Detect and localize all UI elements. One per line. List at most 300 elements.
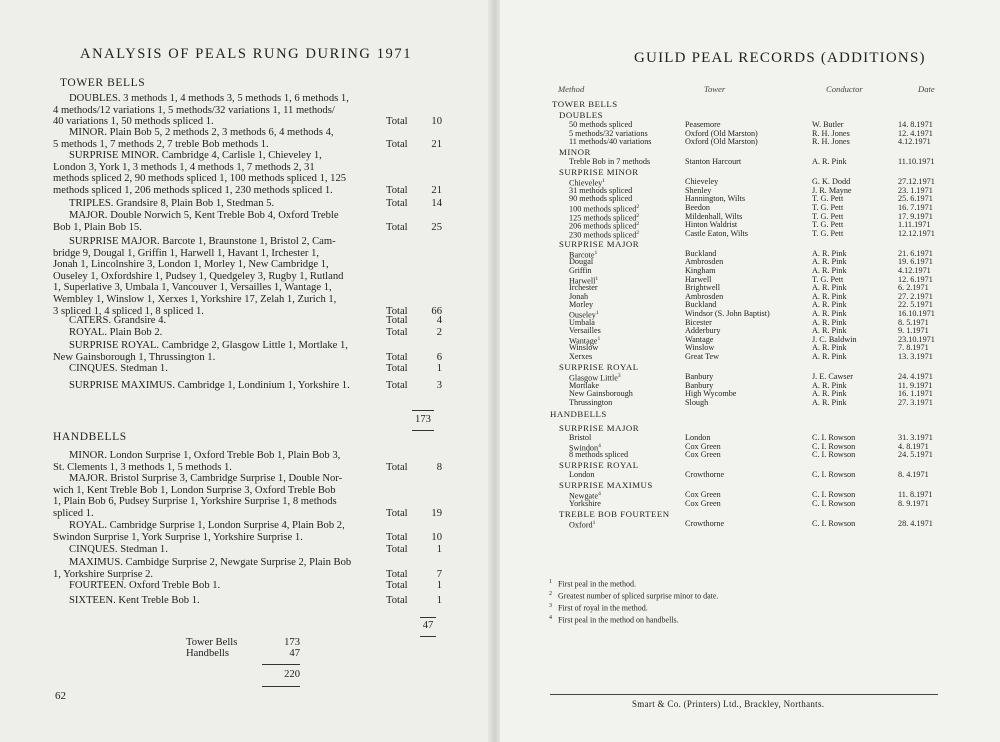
record-row <box>500 352 1000 361</box>
record-tower: Stanton Harcourt <box>685 157 742 167</box>
record-date: 11.10.1971 <box>898 157 935 167</box>
record-tower: Peasemore <box>685 120 721 129</box>
record-tower: Banbury <box>685 372 714 381</box>
analysis-line: SURPRISE ROYAL. Cambridge 2, Glasgow Little 1, Mortlake 1, <box>69 340 348 351</box>
handbells-heading: HANDBELLS <box>53 431 127 443</box>
record-tower: Harwell <box>685 274 712 284</box>
record-date: 25. 6.1971 <box>898 194 933 204</box>
analysis-line: CINQUES. Stedman 1. <box>69 544 168 555</box>
record-method <box>569 519 595 530</box>
record-tower: High Wycombe <box>685 389 737 399</box>
record-tower: Ambrosden <box>685 291 724 301</box>
record-method <box>569 157 650 166</box>
footnote-mark: 2 <box>549 591 552 597</box>
record-conductor: A. R. Pink <box>812 326 847 336</box>
footnote-mark: 2 <box>636 204 640 210</box>
record-conductor: W. Butler <box>812 120 844 129</box>
record-conductor: A. R. Pink <box>812 389 847 399</box>
total-label: Total <box>386 507 408 519</box>
record-tower: Oxford (Old Marston) <box>685 128 758 138</box>
analysis-line: wich 1, Kent Treble Bob 1, London Surprise 3, Oxford Treble Bob <box>53 484 336 496</box>
record-group-heading: DOUBLES <box>559 110 604 120</box>
record-date: 12.12.1971 <box>898 228 935 238</box>
analysis-line: Jonah 1, Lincolnshire 3, London 1, Morley 1, New Cambridge 1, <box>53 259 329 271</box>
total-label: Total <box>386 380 408 391</box>
method-name: Harwell <box>569 276 596 286</box>
analysis-line: MAXIMUS. Cambidge Surprise 2, Newgate Surprise 2, Plain Bob <box>69 557 352 568</box>
record-row <box>500 470 1000 479</box>
record-conductor: A. R. Pink <box>812 291 847 301</box>
analysis-line: 1, Superlative 3, Umbala 1, Vancouver 1, Versailles 1, Wantage 1, <box>53 282 332 294</box>
record-conductor: A. R. Pink <box>812 283 847 293</box>
record-conductor: C. I. Rowson <box>812 498 856 508</box>
record-method <box>569 398 612 407</box>
method-name: New Gainsborough <box>569 389 633 399</box>
total-value: 1 <box>436 363 442 374</box>
record-tower: Hannington, Wilts <box>685 194 746 204</box>
total-value: 3 <box>436 380 442 391</box>
total-value: 8 <box>436 461 442 473</box>
method-name: Griffin <box>569 266 592 275</box>
footnote-text: First of royal in the method. <box>558 603 648 613</box>
record-conductor: C. I. Rowson <box>812 441 856 451</box>
method-name: 11 methods/40 variations <box>569 137 652 147</box>
method-name: 8 methods spliced <box>569 450 629 460</box>
record-conductor: J. E. Cawser <box>812 372 853 381</box>
total-label: Total <box>386 544 408 555</box>
record-date: 8. 9.1971 <box>898 498 929 508</box>
record-date: 12. 6.1971 <box>898 274 933 284</box>
footnote-mark: 2 <box>636 221 640 228</box>
right-page <box>500 0 1000 742</box>
analysis-paragraph <box>53 198 397 210</box>
sum-rule <box>412 410 434 411</box>
record-conductor: T. G. Pett <box>812 203 844 212</box>
method-name: Glasgow Little <box>569 373 618 383</box>
analysis-line: 5 methods 1, 7 methods 2, 7 treble Bob methods 1. <box>53 138 269 150</box>
analysis-line: MINOR. Plain Bob 5, 2 methods 2, 3 methods 6, 4 methods 4, <box>69 127 334 138</box>
analysis-paragraph <box>53 340 397 363</box>
record-date: 9. 1.1971 <box>898 326 929 336</box>
analysis-line: SURPRISE MINOR. Cambridge 4, Carlisle 1, Chieveley 1, <box>69 150 322 161</box>
record-group-heading: SURPRISE MINOR <box>559 167 639 178</box>
record-method <box>569 137 651 146</box>
record-date: 11. 9.1971 <box>898 380 933 390</box>
total-value: 2 <box>436 327 442 338</box>
total-value: 7 <box>436 568 442 580</box>
total-label: Total <box>386 315 408 326</box>
analysis-paragraph <box>53 210 397 233</box>
record-date: 22. 5.1971 <box>898 300 933 310</box>
record-date: 4. 8.1971 <box>898 441 929 451</box>
method-name: 31 methods spliced <box>569 185 633 195</box>
record-conductor: T. G. Pett <box>812 220 844 230</box>
method-name: Treble Bob in 7 methods <box>569 157 651 167</box>
footnote-mark: 1 <box>595 310 599 316</box>
analysis-line: TRIPLES. Grandsire 8, Plain Bob 1, Stedman 5. <box>69 198 275 209</box>
record-tower: Banbury <box>685 380 714 390</box>
record-conductor: C. I. Rowson <box>812 470 856 480</box>
analysis-paragraph <box>53 473 397 519</box>
analysis-paragraph <box>53 315 397 327</box>
analysis-line: New Gainsborough 1, Thrussington 1. <box>53 351 216 363</box>
record-row <box>500 157 1000 166</box>
record-conductor: T. G. Pett <box>812 194 844 204</box>
record-tower: Beedon <box>685 203 711 212</box>
total-label: Total <box>386 327 408 338</box>
method-name: Thrussington <box>569 397 613 407</box>
analysis-paragraph <box>53 380 397 392</box>
total-label: Total <box>386 531 408 543</box>
footnote-mark: 1 <box>594 249 598 256</box>
record-tower: Shenley <box>685 185 712 195</box>
record-tower: Kingham <box>685 266 716 275</box>
record-tower: Great Tew <box>685 352 720 361</box>
sum-rule <box>262 686 300 687</box>
total-value: 21 <box>431 184 442 196</box>
record-group-heading: MINOR <box>559 147 591 158</box>
record-conductor: T. G. Pett <box>812 274 844 284</box>
record-tower: Wantage <box>685 334 714 344</box>
record-date: 27. 2.1971 <box>898 291 933 301</box>
analysis-paragraph <box>53 557 397 580</box>
footnote <box>549 615 679 625</box>
summary-value: 47 <box>289 648 300 659</box>
record-tower: Mildenhall, Wilts <box>685 211 743 221</box>
record-conductor: G. K. Dodd <box>812 177 851 187</box>
record-date: 17. 9.1971 <box>898 211 933 221</box>
record-date: 24. 5.1971 <box>898 450 933 460</box>
record-row <box>500 519 1000 528</box>
record-method <box>569 352 592 361</box>
sum-rule <box>420 617 436 618</box>
footnote <box>549 579 636 589</box>
record-conductor: T. G. Pett <box>812 211 844 221</box>
footnote-text: First peal in the method on handbells. <box>558 615 679 625</box>
record-conductor: J. C. Baldwin <box>812 334 857 344</box>
analysis-line: ROYAL. Cambridge Surprise 1, London Surprise 4, Plain Bob 2, <box>69 520 345 531</box>
record-date: 23. 1.1971 <box>898 185 933 195</box>
method-name: 90 methods spliced <box>569 194 633 204</box>
total-label: Total <box>386 461 408 473</box>
record-conductor: A. R. Pink <box>812 300 847 310</box>
printer-imprint: Smart & Co. (Printers) Ltd., Brackley, Northants. <box>632 699 825 709</box>
footnote-text: First peal in the method. <box>558 579 636 589</box>
tower-bells-heading: TOWER BELLS <box>60 77 146 89</box>
record-method <box>569 450 628 459</box>
analysis-paragraph <box>53 450 397 473</box>
total-value: 21 <box>431 138 442 150</box>
column-header-conductor: Conductor <box>826 84 863 94</box>
method-name: 206 methods spliced <box>569 221 637 231</box>
method-name: Versailles <box>569 326 601 336</box>
record-conductor: R. H. Jones <box>812 128 850 138</box>
total-label: Total <box>386 568 408 580</box>
record-tower: Oxford (Old Marston) <box>685 137 758 147</box>
record-conductor: C. I. Rowson <box>812 490 856 500</box>
analysis-line: Ouseley 1, Oxfordshire 1, Pudsey 1, Quedgeley 3, Rugby 1, Rutland <box>53 270 344 282</box>
record-row <box>500 137 1000 146</box>
total-value: 4 <box>436 315 442 326</box>
record-method <box>569 499 601 508</box>
record-date: 12. 4.1971 <box>898 128 933 138</box>
record-date: 16.10.1971 <box>898 309 935 318</box>
record-date: 27. 3.1971 <box>898 397 933 407</box>
record-group-heading: TREBLE BOB FOURTEEN <box>559 508 670 519</box>
record-date: 16. 7.1971 <box>898 203 933 212</box>
method-name: 50 methods spliced <box>569 120 633 129</box>
record-conductor: A. R. Pink <box>812 157 847 167</box>
method-name: Umbala <box>569 317 595 327</box>
total-label: Total <box>386 198 408 209</box>
record-date: 11. 8.1971 <box>898 490 933 500</box>
footnote-mark: 4 <box>598 442 601 449</box>
record-method <box>569 470 594 479</box>
method-name: 125 methods spliced <box>569 213 637 223</box>
record-tower: Cox Green <box>685 450 721 460</box>
method-name: Ouseley <box>569 310 596 320</box>
left-page <box>0 0 492 742</box>
total-value: 14 <box>431 198 442 209</box>
analysis-paragraph <box>53 363 397 375</box>
total-label: Total <box>386 116 408 128</box>
handbells-sum: 47 <box>422 620 434 631</box>
analysis-line: DOUBLES. 3 methods 1, 4 methods 3, 5 methods 1, 6 methods 1, <box>69 93 349 104</box>
record-date: 19. 6.1971 <box>898 257 933 267</box>
handbells-records-heading: HANDBELLS <box>550 409 607 419</box>
footnote-mark: 1 <box>592 519 596 526</box>
record-date: 6. 2.1971 <box>898 283 929 293</box>
footnote-mark: 1 <box>602 178 605 185</box>
record-row <box>500 398 1000 407</box>
left-page-title: ANALYSIS OF PEALS RUNG DURING 1971 <box>80 46 413 62</box>
method-name: Bristol <box>569 433 592 442</box>
grand-total: 220 <box>284 669 300 680</box>
method-name: 100 methods spliced <box>569 204 637 214</box>
page-number: 62 <box>55 690 66 702</box>
analysis-line: methods spliced 1, 206 methods spliced 1, 230 methods spliced 1. <box>53 184 333 196</box>
analysis-paragraph <box>53 520 397 543</box>
analysis-line: spliced 1. <box>53 507 94 519</box>
sum-rule <box>412 430 434 431</box>
analysis-paragraph <box>53 595 397 607</box>
record-conductor: A. R. Pink <box>812 343 847 353</box>
analysis-line: MAJOR. Double Norwich 5, Kent Treble Bob 4, Oxford Treble <box>69 210 339 221</box>
record-tower: Cox Green <box>685 498 721 508</box>
total-value: 66 <box>431 305 442 317</box>
record-tower: Ambrosden <box>685 257 724 267</box>
total-label: Total <box>386 580 408 591</box>
method-name: Yorkshire <box>569 498 601 508</box>
record-tower: Castle Eaton, Wilts <box>685 228 748 238</box>
record-tower: Chieveley <box>685 177 719 187</box>
analysis-paragraph <box>53 236 397 317</box>
analysis-line: 3 spliced 1, 4 spliced 1, 8 spliced 1. <box>53 305 204 317</box>
record-tower: Crowthorne <box>685 518 725 528</box>
record-tower: London <box>685 433 711 442</box>
record-date: 24. 4.1971 <box>898 372 933 381</box>
method-name: 230 methods spliced <box>569 230 637 240</box>
right-page-title: GUILD PEAL RECORDS (ADDITIONS) <box>634 50 926 66</box>
total-label: Total <box>386 595 408 606</box>
record-conductor: C. I. Rowson <box>812 518 856 528</box>
summary-value: 173 <box>284 637 300 648</box>
record-conductor: A. R. Pink <box>812 257 847 267</box>
record-conductor: A. R. Pink <box>812 317 847 327</box>
footnote-mark: 4 <box>598 491 601 498</box>
method-name: Dougal <box>569 257 594 267</box>
footnote-mark: 4 <box>549 615 552 621</box>
record-conductor: R. H. Jones <box>812 137 850 147</box>
total-value: 1 <box>436 580 442 591</box>
analysis-paragraph <box>53 127 397 150</box>
total-label: Total <box>386 221 408 233</box>
record-conductor: J. R. Mayne <box>812 185 852 195</box>
method-name: Irchester <box>569 283 598 293</box>
record-tower: Winslow <box>685 343 715 353</box>
record-date: 7. 8.1971 <box>898 343 929 353</box>
method-name: Newgate <box>569 491 599 501</box>
analysis-paragraph <box>53 580 397 592</box>
method-name: Oxford <box>569 520 593 530</box>
record-date: 8. 4.1971 <box>898 470 929 480</box>
footnote-mark: 2 <box>636 212 640 219</box>
total-value: 1 <box>436 544 442 555</box>
record-conductor: C. I. Rowson <box>812 433 856 442</box>
record-conductor: A. R. Pink <box>812 248 847 258</box>
record-tower: Buckland <box>685 248 717 258</box>
method-name: Winslow <box>569 343 599 353</box>
record-tower: Brightwell <box>685 283 721 293</box>
footnote-mark: 3 <box>549 603 552 609</box>
record-group-heading: SURPRISE ROYAL <box>559 362 639 372</box>
record-tower: Cox Green <box>685 490 721 500</box>
footer-rule <box>550 694 938 695</box>
analysis-line: 1, Yorkshire Surprise 2. <box>53 568 154 580</box>
record-date: 21. 6.1971 <box>898 248 933 258</box>
footnote <box>549 603 648 613</box>
analysis-line: MAJOR. Bristol Surprise 3, Cambridge Surprise 1, Double Nor- <box>69 473 343 484</box>
record-conductor: C. I. Rowson <box>812 450 856 460</box>
record-conductor: A. R. Pink <box>812 352 847 361</box>
method-name: Jonah <box>569 291 589 301</box>
tower-bells-records-heading: TOWER BELLS <box>552 99 618 109</box>
record-conductor: A. R. Pink <box>812 380 847 390</box>
analysis-line: CATERS. Grandsire 4. <box>69 315 167 326</box>
record-date: 4.12.1971 <box>898 137 931 147</box>
record-tower: Adderbury <box>685 326 721 336</box>
record-date: 1.11.1971 <box>898 220 931 230</box>
summary-label: Tower Bells <box>186 637 238 648</box>
record-conductor: T. G. Pett <box>812 228 844 238</box>
method-name: Chieveley <box>569 178 603 188</box>
record-date: 4.12.1971 <box>898 266 931 275</box>
record-tower: Hinton Waldrist <box>685 220 738 230</box>
method-name: Swindon <box>569 443 599 453</box>
total-value: 25 <box>431 221 442 233</box>
analysis-line: St. Clements 1, 3 methods 1, 5 methods 1. <box>53 461 232 473</box>
analysis-line: 4 methods/12 variations 1, 5 methods/32 variations 1, 11 methods/ <box>53 104 335 116</box>
footnote-mark: 1 <box>549 579 552 585</box>
method-name: London <box>569 470 595 480</box>
footnote-mark: 2 <box>636 229 640 236</box>
column-header-method: Method <box>558 84 585 94</box>
record-date: 8. 5.1971 <box>898 317 929 327</box>
footnote-text: Greatest number of spliced surprise minor to date. <box>558 591 719 601</box>
footnote-mark: 3 <box>617 373 621 379</box>
record-tower: Bicester <box>685 317 712 327</box>
method-name: Morley <box>569 300 594 310</box>
total-label: Total <box>386 363 408 374</box>
sum-rule <box>420 636 436 637</box>
record-date: 31. 3.1971 <box>898 433 933 442</box>
analysis-line: 1, Plain Bob 6, Pudsey Surprise 1, Yorkshire Surprise 1, 8 methods <box>53 496 337 508</box>
analysis-line: London 3, York 1, 3 methods 1, 4 methods 1, 7 methods 2, 31 <box>53 161 315 173</box>
method-name: 5 methods/32 variations <box>569 128 648 138</box>
record-group-heading: SURPRISE MAXIMUS <box>559 480 653 491</box>
record-group-heading: SURPRISE ROYAL <box>559 460 639 471</box>
record-tower: Slough <box>685 397 709 407</box>
analysis-line: FOURTEEN. Oxford Treble Bob 1. <box>69 580 221 591</box>
record-conductor: A. R. Pink <box>812 397 847 407</box>
analysis-line: SURPRISE MAJOR. Barcote 1, Braunstone 1, Bristol 2, Cam- <box>69 236 336 247</box>
method-name: Xerxes <box>569 352 593 361</box>
analysis-line: 40 variations 1, 50 methods spliced 1. <box>53 116 214 128</box>
method-name: Wantage <box>569 336 598 346</box>
record-date: 23.10.1971 <box>898 334 935 344</box>
total-value: 1 <box>436 595 442 606</box>
record-tower: Crowthorne <box>685 470 725 480</box>
footnote-mark: 1 <box>597 335 601 342</box>
analysis-paragraph <box>53 327 397 339</box>
analysis-line: SURPRISE MAXIMUS. Cambridge 1, Londinium 1, Yorkshire 1. <box>69 380 350 391</box>
record-tower: Windsor (S. John Baptist) <box>685 309 770 318</box>
record-row <box>500 229 1000 238</box>
analysis-line: Bob 1, Plain Bob 15. <box>53 221 142 233</box>
analysis-line: CINQUES. Stedman 1. <box>69 363 168 374</box>
record-date: 28. 4.1971 <box>898 518 933 528</box>
analysis-line: Swindon Surprise 1, York Surprise 1, Yorkshire Surprise 1. <box>53 531 303 543</box>
footnote-mark: 1 <box>595 275 599 282</box>
method-name: Barcote <box>569 250 595 260</box>
analysis-line: bridge 9, Dougal 1, Griffin 1, Harwell 1, Havant 1, Irchester 1, <box>53 247 320 259</box>
analysis-paragraph <box>53 544 397 556</box>
total-label: Total <box>386 138 408 150</box>
record-row <box>500 499 1000 508</box>
record-tower: Buckland <box>685 300 717 310</box>
record-tower: Cox Green <box>685 441 721 451</box>
analysis-paragraph <box>53 150 397 196</box>
analysis-line: ROYAL. Plain Bob 2. <box>69 327 163 338</box>
record-group-heading: SURPRISE MAJOR <box>559 238 640 249</box>
column-header-date: Date <box>918 84 935 94</box>
total-value: 10 <box>431 531 442 543</box>
method-name: Mortlake <box>569 380 600 390</box>
record-group-heading: SURPRISE MAJOR <box>559 423 640 433</box>
record-date: 14. 8.1971 <box>898 120 933 129</box>
analysis-paragraph <box>53 93 397 128</box>
record-conductor: A. R. Pink <box>812 309 847 318</box>
total-value: 19 <box>431 507 442 519</box>
record-date: 16. 1.1971 <box>898 389 933 399</box>
tower-bells-sum: 173 <box>415 414 431 425</box>
column-header-tower: Tower <box>704 84 726 94</box>
record-date: 27.12.1971 <box>898 177 935 187</box>
analysis-line: Wembley 1, Winslow 1, Xerxes 1, Yorkshire 17, Zelah 1, Zurich 1, <box>53 293 337 305</box>
record-conductor: A. R. Pink <box>812 266 847 275</box>
total-value: 10 <box>431 116 442 128</box>
summary-label: Handbells <box>186 648 229 659</box>
